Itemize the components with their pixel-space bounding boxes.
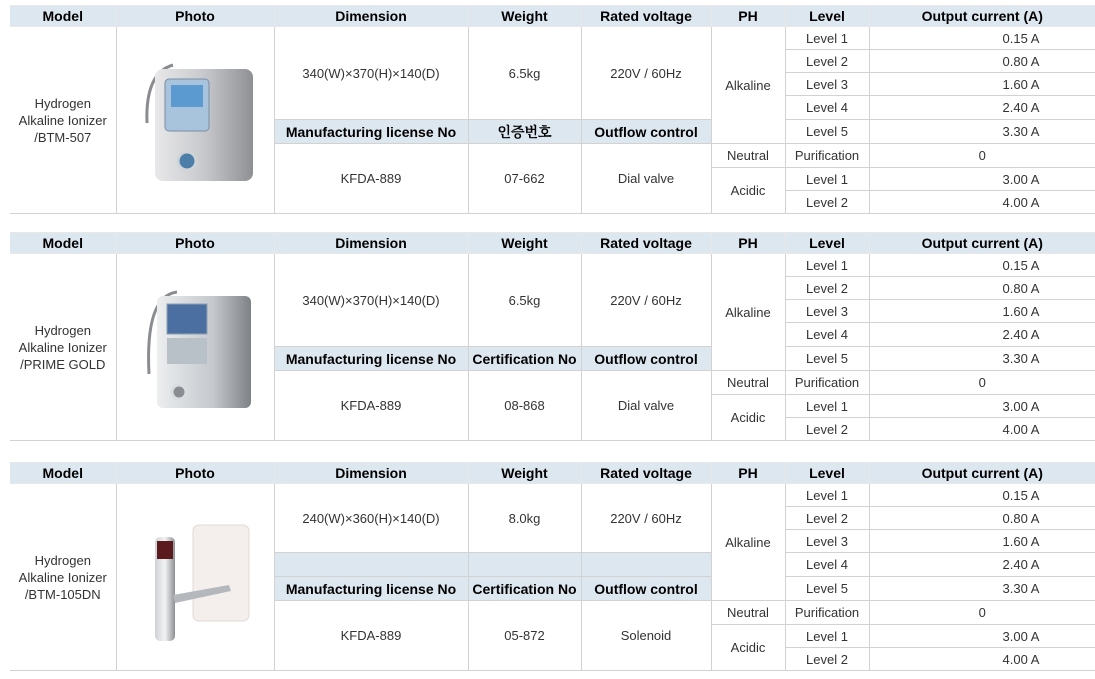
header-dimension: Dimension [274,463,468,484]
header-photo: Photo [116,233,274,254]
header-dimension: Dimension [274,6,468,27]
empty-header-cell [468,553,581,577]
ph-neutral: Neutral [711,601,785,625]
output-current-value: 2.40 A [869,323,1095,347]
output-current-value: 2.40 A [869,96,1095,120]
output-current-value: 3.00 A [869,395,1095,418]
weight-value: 6.5kg [468,27,581,120]
level-label: Level 4 [785,553,869,577]
model-cell [10,27,116,214]
header-photo: Photo [116,463,274,484]
header-certification: 인증번호 [468,120,581,144]
level-label: Level 5 [785,120,869,144]
level-label: Level 5 [785,347,869,371]
license-value: KFDA-889 [274,371,468,441]
photo-cell [116,484,274,671]
license-value: KFDA-889 [274,601,468,671]
output-current-value: 4.00 A [869,418,1095,441]
level-label: Level 2 [785,191,869,214]
license-value: KFDA-889 [274,144,468,214]
level-label: Level 1 [785,27,869,50]
ph-neutral: Neutral [711,371,785,395]
level-label: Purification [785,371,869,395]
header-model: Model [10,233,116,254]
output-current-value: 3.30 A [869,120,1095,144]
level-label: Purification [785,601,869,625]
output-current-value: 0.80 A [869,507,1095,530]
header-outflow-control: Outflow control [581,577,711,601]
empty-header-cell [274,553,468,577]
header-level: Level [785,463,869,484]
level-label: Level 1 [785,484,869,507]
level-label: Level 2 [785,50,869,73]
model-line: Hydrogen [34,552,91,568]
level-label: Level 2 [785,507,869,530]
model-name: /PRIME GOLD [20,356,106,372]
dimension-value: 340(W)×370(H)×140(D) [274,254,468,347]
model-line: Alkaline Ionizer [18,339,107,355]
spec-table-btm-507 [10,5,1095,214]
output-current-value: 3.30 A [869,577,1095,601]
spec-table-btm-105dn [10,462,1095,671]
certification-value: 08-868 [468,371,581,441]
output-current-value: 1.60 A [869,530,1095,553]
header-outflow-control: Outflow control [581,347,711,371]
level-label: Level 4 [785,96,869,120]
output-current-value: 0 [869,601,1095,625]
photo-cell [116,27,274,214]
level-label: Level 3 [785,73,869,96]
ph-acidic: Acidic [711,168,785,214]
model-line: Alkaline Ionizer [18,112,107,128]
ionizer-product-image [133,55,257,185]
output-current-value: 3.30 A [869,347,1095,371]
output-current-value: 0.15 A [869,27,1095,50]
output-current-value: 0.15 A [869,484,1095,507]
spec-table-prime-gold [10,232,1095,441]
header-outflow-control: Outflow control [581,120,711,144]
model-line: Alkaline Ionizer [18,569,107,585]
dimension-value: 240(W)×360(H)×140(D) [274,484,468,553]
header-ph: PH [711,6,785,27]
ph-alkaline: Alkaline [711,254,785,371]
header-weight: Weight [468,6,581,27]
certification-value: 05-872 [468,601,581,671]
header-rated-voltage: Rated voltage [581,6,711,27]
output-current-value: 0.80 A [869,277,1095,300]
certification-value: 07-662 [468,144,581,214]
header-level: Level [785,6,869,27]
header-ph: PH [711,233,785,254]
ionizer-product-image [133,282,257,412]
output-current-value: 0 [869,371,1095,395]
voltage-value: 220V / 60Hz [581,484,711,553]
level-label: Level 1 [785,395,869,418]
ph-alkaline: Alkaline [711,27,785,144]
output-current-value: 0.15 A [869,254,1095,277]
level-label: Level 5 [785,577,869,601]
header-output-current: Output current (A) [869,463,1095,484]
output-current-value: 4.00 A [869,648,1095,671]
level-label: Level 4 [785,323,869,347]
header-manufacturing-license: Manufacturing license No [274,347,468,371]
output-current-value: 3.00 A [869,168,1095,191]
model-name: /BTM-507 [34,129,92,145]
header-photo: Photo [116,6,274,27]
empty-header-cell [581,553,711,577]
level-label: Level 1 [785,168,869,191]
ph-acidic: Acidic [711,395,785,441]
weight-value: 6.5kg [468,254,581,347]
level-label: Level 3 [785,530,869,553]
voltage-value: 220V / 60Hz [581,254,711,347]
level-label: Level 2 [785,418,869,441]
output-current-value: 1.60 A [869,300,1095,323]
model-cell [10,254,116,441]
dimension-value: 340(W)×370(H)×140(D) [274,27,468,120]
outflow-value: Solenoid [581,601,711,671]
header-ph: PH [711,463,785,484]
header-model: Model [10,6,116,27]
level-label: Level 2 [785,277,869,300]
ph-alkaline: Alkaline [711,484,785,601]
header-rated-voltage: Rated voltage [581,233,711,254]
output-current-value: 0.80 A [869,50,1095,73]
output-current-value: 0 [869,144,1095,168]
ionizer-product-image [133,507,257,647]
weight-value: 8.0kg [468,484,581,553]
model-cell [10,484,116,671]
output-current-value: 1.60 A [869,73,1095,96]
photo-cell [116,254,274,441]
output-current-value: 3.00 A [869,625,1095,648]
header-output-current: Output current (A) [869,6,1095,27]
header-weight: Weight [468,233,581,254]
header-manufacturing-license: Manufacturing license No [274,577,468,601]
header-level: Level [785,233,869,254]
outflow-value: Dial valve [581,371,711,441]
header-certification: Certification No [468,577,581,601]
header-weight: Weight [468,463,581,484]
model-line: Hydrogen [34,95,91,111]
header-manufacturing-license: Manufacturing license No [274,120,468,144]
level-label: Level 2 [785,648,869,671]
header-rated-voltage: Rated voltage [581,463,711,484]
level-label: Level 1 [785,254,869,277]
header-model: Model [10,463,116,484]
model-name: /BTM-105DN [24,586,101,602]
level-label: Level 3 [785,300,869,323]
header-output-current: Output current (A) [869,233,1095,254]
voltage-value: 220V / 60Hz [581,27,711,120]
outflow-value: Dial valve [581,144,711,214]
output-current-value: 2.40 A [869,553,1095,577]
level-label: Level 1 [785,625,869,648]
ph-acidic: Acidic [711,625,785,671]
ph-neutral: Neutral [711,144,785,168]
output-current-value: 4.00 A [869,191,1095,214]
level-label: Purification [785,144,869,168]
model-line: Hydrogen [34,322,91,338]
header-certification: Certification No [468,347,581,371]
header-dimension: Dimension [274,233,468,254]
